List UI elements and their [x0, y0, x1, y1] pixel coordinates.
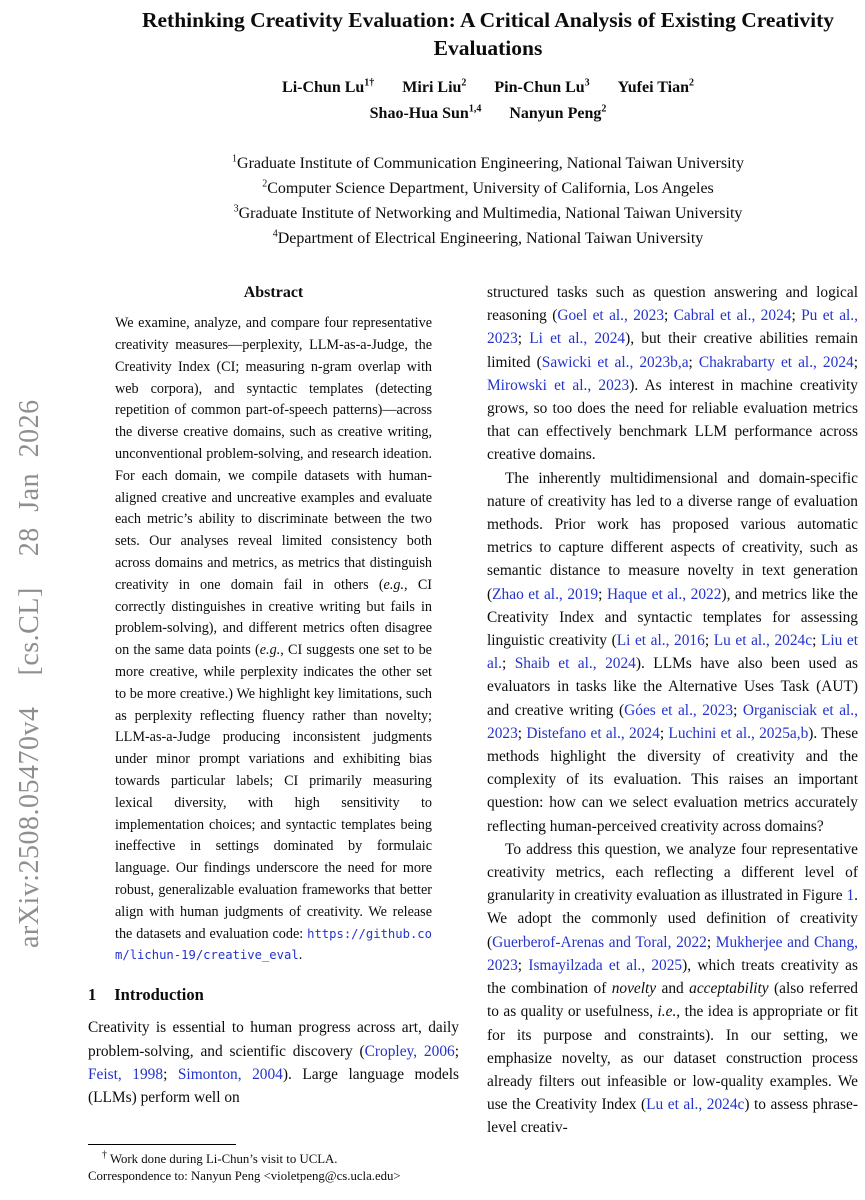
right-column [487, 281, 858, 1140]
citation-link[interactable]: Haque et al., 2022 [606, 585, 722, 603]
emphasis-text: e.g., [383, 576, 408, 593]
citation-link[interactable]: Cabral et al., 2024 [673, 307, 792, 325]
footnote-lines [88, 1151, 459, 1185]
section-number: 1 [88, 985, 97, 1005]
affiliation-line: $^1$Graduate Institute of Communication Engineering, National Taiwan University [232, 153, 744, 172]
abstract-body [88, 313, 459, 967]
left-column [88, 281, 459, 1140]
citation-link[interactable]: Sawicki et al., 2023b,a [541, 353, 689, 371]
citation-link[interactable]: Shaib et al., 2024 [514, 655, 636, 673]
affiliation-line: $^4$Department of Electrical Engineering, National Taiwan University [272, 228, 704, 247]
citation-link[interactable]: Cropley, 2006 [364, 1042, 455, 1060]
emphasis-text: e.g., [259, 642, 284, 659]
citation-link[interactable]: Simonton, 2004 [177, 1065, 283, 1083]
citation-link[interactable]: Liu et al. [487, 632, 859, 673]
abstract-heading: Abstract [243, 284, 304, 301]
footnote-marker: † [102, 1149, 107, 1161]
affiliation-marker: 4 [272, 228, 278, 240]
emphasis-text: novelty [611, 980, 657, 998]
section-title: Introduction [114, 985, 204, 1005]
footnote-line: Correspondence to: Nanyun Peng <violetpeng@cs.ucla.edu> [88, 1169, 401, 1183]
paragraph: structured tasks such as question answering and logical reasoning (Goel et al., 2023; Cabral et al., 2024; Pu et al., 2023; Li et al., 2024), but their creative abilities remain limited (Sawicki et al., 2023b,a; Chakrabarty et al., 2024; Mirowski et al., 2023). As interest in machine creativity grows, so too does the need for reliable evaluation metrics that can effectively benchmark LLM performance across creative domains. [487, 284, 858, 464]
paragraph: The inherently multidimensional and domain-specific nature of creativity has led to a diverse range of evaluation methods. Prior work has proposed various automatic metrics to capture different aspects of creativity, such as semantic distance to measure novelty in text generation (Zhao et al., 2019; Haque et al., 2022), and metrics like the Creativity Index and syntactic templates for assessing linguistic creativity (Li et al., 2016; Lu et al., 2024c; Liu et al.; Shaib et al., 2024). LLMs have also been used as evaluators in tasks like the Alternative Uses Task (AUT) and creative writing (Góes et al., 2023; Organisciak et al., 2023; Distefano et al., 2024; Luchini et al., 2025a,b). These methods highlight the diversity of creativity and the complexity of its evaluation. This raises an important question: how can we select evaluation metrics accurately reflecting human-perceived creativity across domains? [487, 469, 859, 835]
paper-title: Rethinking Creativity Evaluation: A Critical Analysis of Existing Creativity Evaluations [141, 8, 834, 60]
citation-link[interactable]: Zhao et al., 2019 [492, 585, 599, 603]
citation-link[interactable]: Pu et al., 2023 [487, 307, 858, 348]
introduction-body [88, 1016, 459, 1109]
author-name: Yufei Tian$^2$ [617, 77, 694, 96]
author-name: Li-Chun $Lu^{1\dagger}$ [282, 77, 375, 96]
citation-link[interactable]: Organisciak et al., 2023 [487, 701, 859, 742]
emphasis-text: i.e. [657, 1003, 677, 1021]
author-row [112, 101, 864, 127]
arxiv-watermark: arXiv:2508.05470v4 [cs.CL] 28 Jan 2026 [14, 399, 45, 948]
affiliation-block [112, 151, 864, 251]
author-block [112, 75, 864, 127]
author-affiliation-marker: 1,4 [468, 103, 482, 115]
affiliation-marker: 3 [233, 203, 239, 215]
citation-link[interactable]: Lu et al., 2024c [713, 632, 813, 650]
author-name: Nanyun Peng$^2$ [509, 103, 607, 122]
citation-link[interactable]: Distefano et al., 2024 [526, 724, 660, 742]
citation-link[interactable]: Goel et al., 2023 [557, 307, 665, 325]
paper-header [112, 0, 864, 251]
author-name: Pin-Chun Lu$^3$ [494, 77, 590, 96]
two-column-body [88, 281, 859, 1140]
citation-link[interactable]: Góes et al., 2023 [624, 701, 734, 719]
author-affiliation-marker: 2 [461, 77, 467, 89]
citation-link[interactable]: Feist, 1998 [88, 1065, 164, 1083]
citation-link[interactable]: 1 [846, 887, 855, 905]
citation-link[interactable]: Mirowski et al., 2023 [487, 376, 630, 394]
footnote-rule [88, 1144, 236, 1145]
section-heading-introduction [88, 983, 459, 1006]
paragraph: To address this question, we analyze four representative creativity metrics, each reflecting a different level of granularity in creativity evaluation as illustrated in Figure 1. We adopt the commonly used definition of creativity (Guerberof-Arenas and Toral, 2022; Mukherjee and Chang, 2023; Ismayilzada et al., 2025), which treats creativity as the combination of novelty and acceptability (also referred to as quality or usefulness, i.e., the idea is appropriate or fit for its purpose and constraints). In our setting, we emphasize novelty, as our dataset construction process already filters out infeasible or low-quality examples. We use the Creativity Index (Lu et al., 2024c) to assess phrase-level creativ- [487, 840, 859, 1137]
citation-link[interactable]: Lu et al., 2024c [646, 1096, 745, 1114]
code-repo-link[interactable]: https://github.com/lichun-19/creative_eval [115, 926, 432, 963]
paragraph: We examine, analyze, and compare four representative creativity measures—perplexity, LLM-as-a-Judge, the Creativity Index (CI; measuring n-gram overlap with web corpora), and syntactic templates (detecting repetition of common part-of-speech patterns)—across the diverse creative domains, such as creative writing, unconventional problem-solving, and research ideation. For each domain, we compile datasets with human-aligned creative and uncreative examples and evaluate each metric’s ability to discriminate between the two sets. Our analyses reveal limited consistency both across domains and metrics, as metrics that distinguish creativity in one domain fail in others (e.g., CI correctly distinguishes in creative writing but fails in problem-solving), and different metrics often disagree on the same data points (e.g., CI suggests one set to be more creative, while perplexity indicates the other set to be more creative.) We highlight key limitations, such as perplexity reflecting fluency rather than novelty; LLM-as-a-Judge producing inconsistent judgments under minor prompt variations and exhibiting bias towards particular labels; CI primarily measuring lexical diversity, with high sensitivity to implementation choices; and syntactic templates being ineffective in settings dominated by formulaic language. Our findings underscore the need for more robust, generalizable evaluation frameworks that better align with human judgments of creativity. We release the datasets and evaluation code: https://github.com/lichun-19/creative_eval. [115, 315, 433, 964]
citation-link[interactable]: Chakrabarty et al., 2024 [698, 353, 854, 371]
footnote-line: † Work done during Li-Chun’s visit to UCLA. [102, 1149, 338, 1166]
author-affiliation-marker: 1† [364, 77, 375, 89]
footnote-block [88, 1144, 459, 1200]
author-affiliation-marker: 2 [688, 77, 694, 89]
affiliation-line: $^2$Computer Science Department, University of California, Los Angeles [262, 178, 714, 197]
affiliation-marker: 1 [232, 153, 238, 165]
citation-link[interactable]: Mukherjee and Chang, 2023 [487, 933, 858, 974]
author-affiliation-marker: 2 [601, 103, 607, 115]
emphasis-text: acceptability [689, 980, 769, 998]
author-name: Miri Liu$^2$ [402, 77, 467, 96]
citation-link[interactable]: Li et al., 2024 [529, 330, 626, 348]
affiliation-line: $^3$Graduate Institute of Networking and Multimedia, National Taiwan University [233, 203, 743, 222]
citation-link[interactable]: Ismayilzada et al., 2025 [528, 956, 683, 974]
citation-link[interactable]: Luchini et al., 2025a,b [668, 724, 809, 742]
author-name: Shao-Hua Sun$^{1,4}$ [369, 103, 482, 122]
author-affiliation-marker: 3 [584, 77, 590, 89]
affiliation-marker: 2 [262, 178, 268, 190]
author-row [112, 75, 864, 101]
citation-link[interactable]: Li et al., 2016 [616, 632, 705, 650]
paragraph: Creativity is essential to human progress across art, daily problem-solving, and scientific discovery (Cropley, 2006; Feist, 1998; Simonton, 2004). Large language models (LLMs) perform well on [88, 1019, 460, 1106]
citation-link[interactable]: Guerberof-Arenas and Toral, 2022 [492, 933, 707, 951]
